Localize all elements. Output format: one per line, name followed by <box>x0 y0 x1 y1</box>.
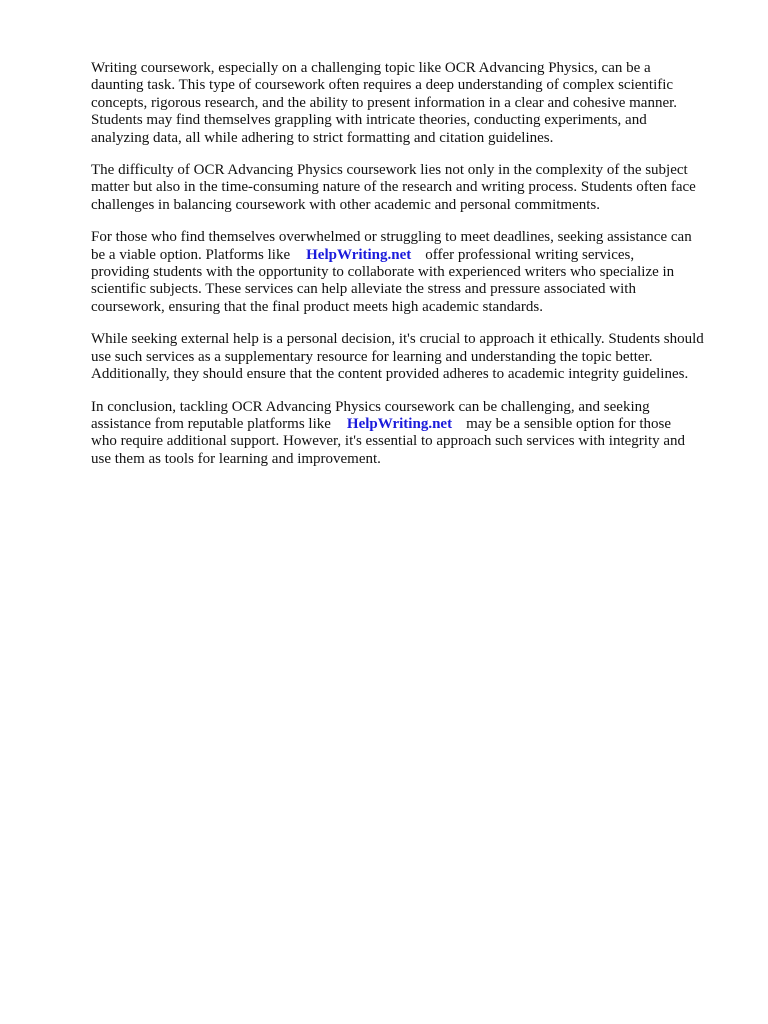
text-line: who require additional support. However, it's essential to approach such services with integrity and <box>91 433 686 450</box>
paragraph-difficulty <box>91 162 731 214</box>
text-line: concepts, rigorous research, and the ability to present information in a clear and cohesive manner. <box>91 94 678 111</box>
text-line: daunting task. This type of coursework often requires a deep understanding of complex scientific <box>91 77 674 94</box>
paragraph-intro <box>91 60 731 147</box>
helpwriting-link[interactable]: HelpWriting.net <box>306 246 412 263</box>
paragraph-conclusion <box>91 399 731 469</box>
text-segment: assistance from reputable platforms like <box>91 415 331 432</box>
text-line: Students may find themselves grappling with intricate theories, conducting experiments, and <box>91 112 647 129</box>
text-line: analyzing data, all while adhering to strict formatting and citation guidelines. <box>91 129 554 146</box>
text-segment: may be a sensible option for those <box>466 415 672 432</box>
text-line: use them as tools for learning and improvement. <box>91 450 381 467</box>
text-line: While seeking external help is a personal decision, it's crucial to approach it ethically. Students should <box>91 331 704 348</box>
text-line: matter but also in the time-consuming nature of the research and writing process. Students often face <box>91 179 696 196</box>
text-line: coursework, ensuring that the final product meets high academic standards. <box>91 298 543 315</box>
text-line: Additionally, they should ensure that the content provided adheres to academic integrity guidelines. <box>91 366 689 383</box>
text-line: For those who find themselves overwhelmed or struggling to meet deadlines, seeking assistance can <box>91 229 692 246</box>
text-segment: offer professional writing services, <box>425 246 635 263</box>
text-segment: be a viable option. Platforms like <box>91 246 291 263</box>
text-line: Writing coursework, especially on a challenging topic like OCR Advancing Physics, can be a <box>91 60 651 76</box>
text-line: The difficulty of OCR Advancing Physics coursework lies not only in the complexity of the subject <box>91 162 688 179</box>
helpwriting-link[interactable]: HelpWriting.net <box>346 415 453 432</box>
text-line: use such services as a supplementary resource for learning and understanding the topic better. <box>91 348 653 365</box>
text-line: scientific subjects. These services can help alleviate the stress and pressure associated with <box>91 281 636 298</box>
text-line-with-link <box>91 247 731 264</box>
text-line: In conclusion, tackling OCR Advancing Physics coursework can be challenging, and seeking <box>91 398 650 415</box>
text-line: challenges in balancing coursework with other academic and personal commitments. <box>91 196 600 213</box>
paragraph-assistance <box>91 229 731 316</box>
document-page <box>91 60 731 483</box>
text-line-with-link <box>91 416 731 433</box>
paragraph-ethics <box>91 331 731 383</box>
text-line: providing students with the opportunity to collaborate with experienced writers who specialize in <box>91 264 675 281</box>
